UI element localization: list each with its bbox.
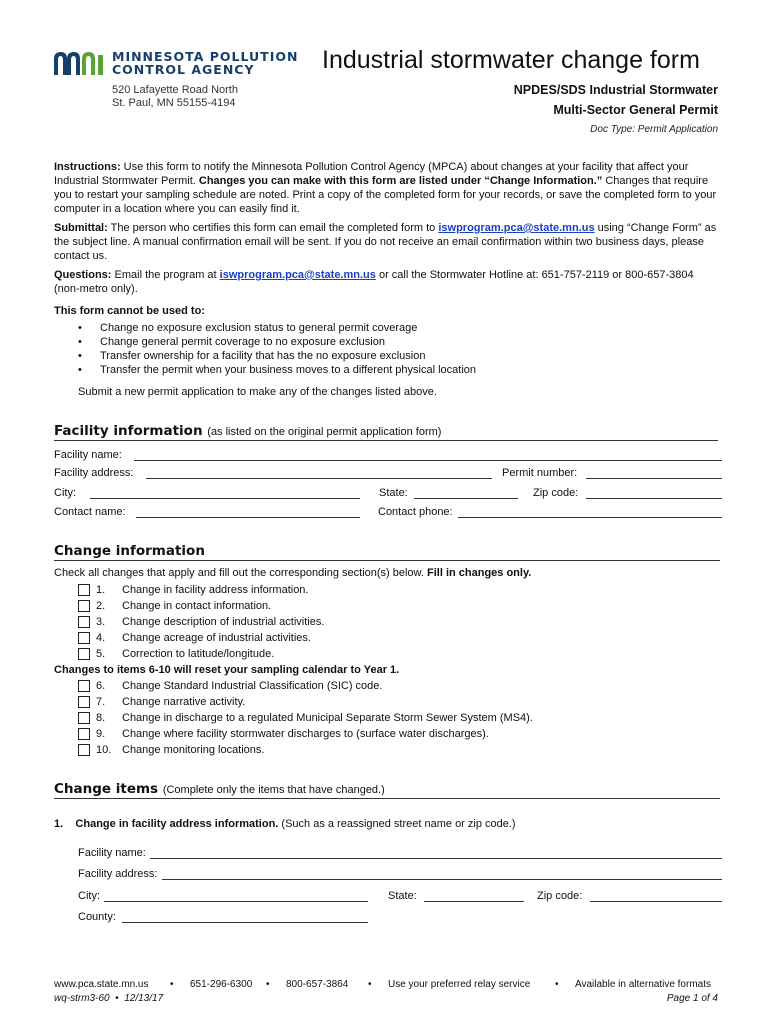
state-label: State: xyxy=(379,487,408,499)
questions-email-link[interactable]: iswprogram.pca@state.mn.us xyxy=(219,269,376,281)
change-info-intro: Check all changes that apply and fill out the corresponding section(s) below. Fill in changes only. xyxy=(54,567,532,579)
item1-zip-label: Zip code: xyxy=(537,890,583,902)
contact-phone-field[interactable] xyxy=(458,517,722,518)
agency-address: 520 Lafayette Road North St. Paul, MN 55155-4194 xyxy=(112,84,238,109)
facility-name-field[interactable] xyxy=(134,460,722,461)
change-info-heading: Change information xyxy=(54,543,205,559)
contact-name-field[interactable] xyxy=(136,517,360,518)
section-divider xyxy=(54,440,718,441)
item1-facility-name-label: Facility name: xyxy=(78,847,146,859)
section-divider xyxy=(54,560,720,561)
agency-name: MINNESOTA POLLUTION CONTROL AGENCY xyxy=(112,49,299,77)
list-item: • Change general permit coverage to no exposure exclusion xyxy=(54,335,476,349)
checkbox[interactable] xyxy=(78,648,90,660)
footer-separator: • xyxy=(170,979,174,990)
checkbox[interactable] xyxy=(78,616,90,628)
questions-paragraph: Questions: Email the program at iswprogram.pca@state.mn.us or call the Stormwater Hotline at: 651-757-2119 or 800-657-3804 (non-metro only). xyxy=(54,269,694,295)
footer-separator: • xyxy=(368,979,372,990)
footer-phone-2: 800-657-3864 xyxy=(286,979,349,990)
checkbox[interactable] xyxy=(78,728,90,740)
contact-name-label: Contact name: xyxy=(54,506,126,518)
item1-county-label: County: xyxy=(78,911,116,923)
item1-heading: 1. Change in facility address information. (Such as a reassigned street name or zip code.) xyxy=(54,818,516,830)
facility-address-field[interactable] xyxy=(146,478,492,479)
section-divider xyxy=(54,798,720,799)
facility-section-heading: Facility information (as listed on the original permit application form) xyxy=(54,423,442,439)
item1-county-field[interactable] xyxy=(122,922,368,923)
footer-formats: Available in alternative formats xyxy=(575,979,711,990)
zip-label: Zip code: xyxy=(533,487,579,499)
doc-type: Doc Type: Permit Application xyxy=(590,124,718,135)
facility-address-label: Facility address: xyxy=(54,467,134,479)
footer-separator: • xyxy=(266,979,270,990)
item1-state-field[interactable] xyxy=(424,901,524,902)
item1-city-label: City: xyxy=(78,890,100,902)
change-items-heading: Change items (Complete only the items that have changed.) xyxy=(54,781,385,797)
facility-name-label: Facility name: xyxy=(54,449,122,461)
footer-form-id: wq-strm3-60 • 12/13/17 xyxy=(54,993,164,1004)
checkbox[interactable] xyxy=(78,696,90,708)
checkbox[interactable] xyxy=(78,632,90,644)
page-title: Industrial stormwater change form xyxy=(322,46,700,74)
footer-page-number: Page 1 of 4 xyxy=(666,993,718,1004)
mpca-logo-icon xyxy=(54,51,106,75)
item1-facility-address-field[interactable] xyxy=(162,879,722,880)
permit-number-field[interactable] xyxy=(586,478,722,479)
submittal-paragraph: Submittal: The person who certifies this form can email the completed form to iswprogram.pca@state.mn.us using “Change Form” as the subject line. A manual confirmation email will be sent. If you do not receive an email confirmation within two business days, please contact us. xyxy=(54,222,717,262)
state-field[interactable] xyxy=(414,498,518,499)
item1-facility-name-field[interactable] xyxy=(150,858,722,859)
cannot-use-list xyxy=(54,321,476,377)
instructions-paragraph: Instructions: Use this form to notify the Minnesota Pollution Control Agency (MPCA) about changes at your facility that affect your Industrial Stormwater Permit. Changes you can make with this form are listed under “Change Information.” Changes that require you to restart your sampling schedule are noted. Print a copy of the completed form for your records, or save the completed form to your computer in a location where you can easily find it. xyxy=(54,161,717,215)
zip-field[interactable] xyxy=(586,498,722,499)
item1-state-label: State: xyxy=(388,890,417,902)
checkbox[interactable] xyxy=(78,680,90,692)
footer-phone-1: 651-296-6300 xyxy=(190,979,253,990)
footer-separator: • xyxy=(555,979,559,990)
list-item: • Change no exposure exclusion status to general permit coverage xyxy=(54,321,476,335)
reset-note: Changes to items 6-10 will reset your sampling calendar to Year 1. xyxy=(54,664,400,676)
permit-subtitle: NPDES/SDS Industrial Stormwater Multi-Sector General Permit xyxy=(513,83,718,117)
permit-number-label: Permit number: xyxy=(502,467,578,479)
city-label: City: xyxy=(54,487,76,499)
list-item: • Transfer ownership for a facility that has the no exposure exclusion xyxy=(54,349,476,363)
submittal-email-link[interactable]: iswprogram.pca@state.mn.us xyxy=(438,222,595,234)
contact-phone-label: Contact phone: xyxy=(378,506,453,518)
checkbox[interactable] xyxy=(78,744,90,756)
checkbox[interactable] xyxy=(78,600,90,612)
cannot-use-note: Submit a new permit application to make any of the changes listed above. xyxy=(78,386,437,398)
item1-zip-field[interactable] xyxy=(590,901,722,902)
city-field[interactable] xyxy=(90,498,360,499)
footer-relay: Use your preferred relay service xyxy=(388,979,531,990)
footer-website[interactable]: www.pca.state.mn.us xyxy=(54,979,149,990)
checkbox[interactable] xyxy=(78,712,90,724)
list-item: • Transfer the permit when your business moves to a different physical location xyxy=(54,363,476,377)
item1-facility-address-label: Facility address: xyxy=(78,868,158,880)
cannot-use-heading: This form cannot be used to: xyxy=(54,305,205,317)
item1-city-field[interactable] xyxy=(104,901,368,902)
checkbox[interactable] xyxy=(78,584,90,596)
